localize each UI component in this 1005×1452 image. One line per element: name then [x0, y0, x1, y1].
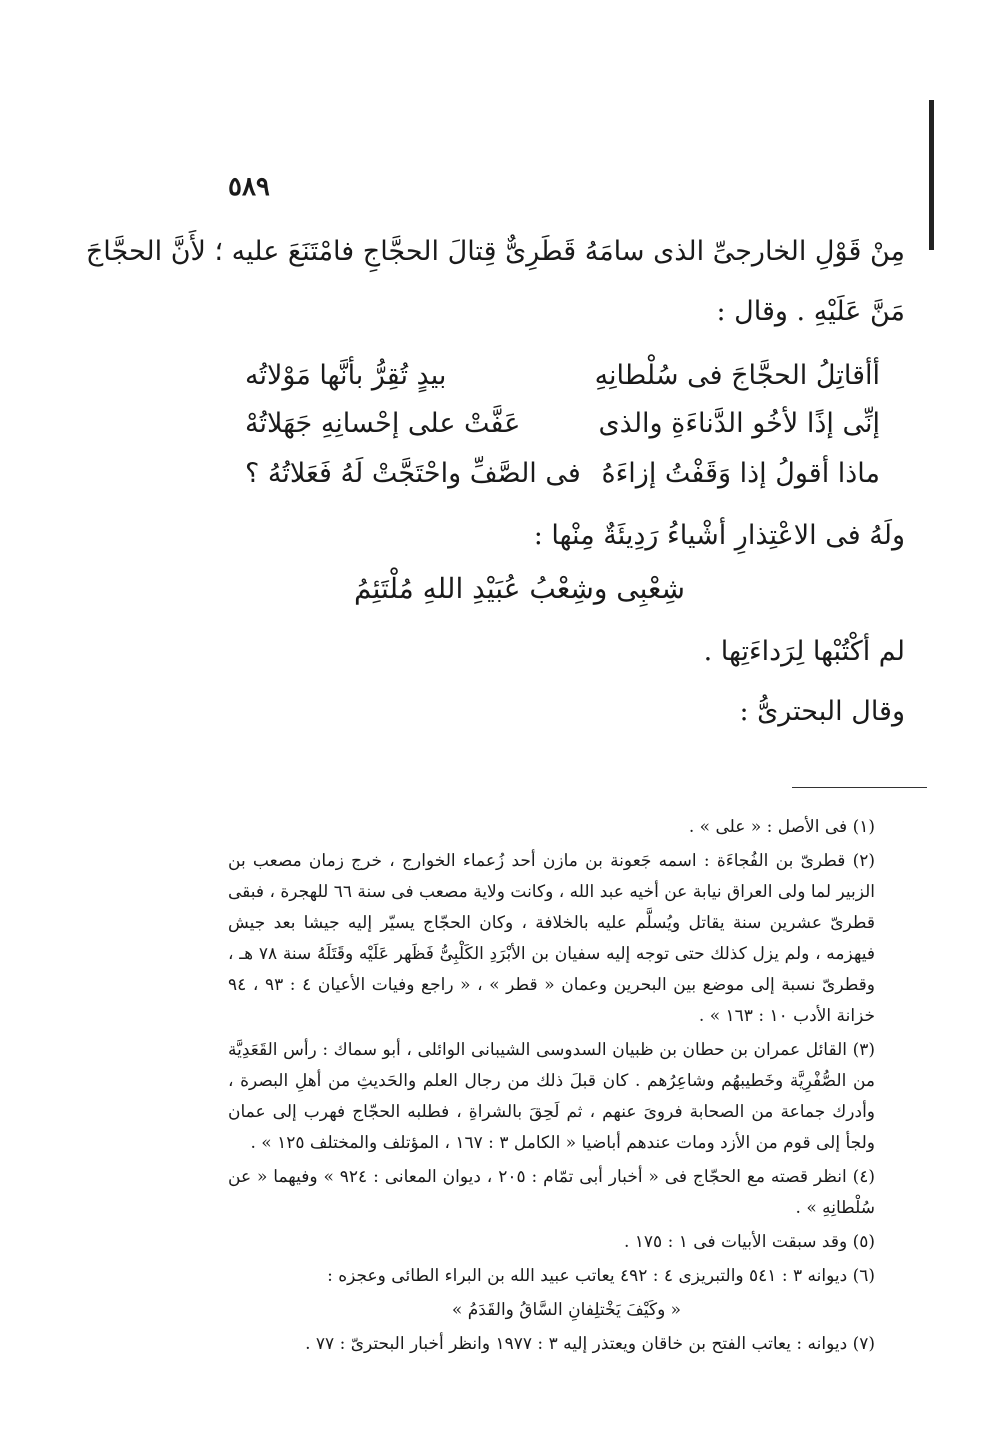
body-line-1: مِنْ قَوْلِ الخارجىِّ الذى سامَهُ قَطَرِىٌّ قِتالَ الحجَّاجِ فامْتَنَعَ عليه ؛ لأَنَّ الحجَّاجَ [85, 236, 905, 267]
footnote-4: (٤) انظر قصته مع الحجّاج فى « أخبار أبى تمّام : ٢٠٥ ، ديوان المعانى : ٩٢٤ » وفيهما « عن سُلْطانِهِ » . [228, 1167, 875, 1218]
footnote-6-verse: « وكَيْفَ يَخْتلِفانِ السَّاقُ والقَدَمُ » [451, 1300, 682, 1320]
footnote-5: (٥) وقد سبقت الأبيات فى ١ : ١٧٥ . [623, 1232, 875, 1252]
footnote-divider [792, 787, 927, 788]
verse-1-second-hemistich: بيدٍ تُقِرُّ بأنَّها مَوْلاتُه [245, 360, 447, 391]
quoted-verse: شِعْبِى وشِعْبُ عُبَيْدِ اللهِ مُلْتَئِمُ [353, 572, 685, 605]
page-number: ٥٨٩ [228, 172, 270, 202]
body-line-2: مَنَّ عَلَيْهِ . وقال : [716, 296, 905, 327]
footnote-6: (٦) ديوانه ٣ : ٥٤١ والتبريزى ٤ : ٤٩٢ يعاتب عبيد الله بن البراء الطائى وعجزه : [327, 1266, 875, 1286]
verse-3-second-hemistich: فى الصَّفِّ واحْتَجَّتْ لَهُ فَعَلاتُهُ ؟ [245, 458, 581, 489]
footnote-2: (٢) قطرىّ بن الفُجاءَة : اسمه جَعونة بن مازن أحد زُعماء الخوارج ، خرج زمان مصعب بن الزبير لما ولى العراق نيابة عن أخيه عبد الله ، وكانت ولاية مصعب فى سنة ٦٦ للهجرة ، فبقى قطرىّ عشرين سنة يقاتل ويُسلَّم عليه بالخلافة ، وكان الحجّاج يسيّر إليه جيشا بعد جيش فيهزمه ، ولم يزل كذلك حتى توجه إليه سفيان بن الأبْرَدِ الكَلْبِىُّ فَظَهر عَلَيْه وقَتَلَهُ سنة ٧٨ هـ ، وقطرىّ نسبة إلى موضع بين البحرين وعمان « قطر » ، « راجع وفيات الأعيان ٤ : ٩٣ ، ٩٤ خزانة الأدب ١٠ : ١٦٣ » . [228, 851, 876, 1026]
page-edge-shadow [929, 100, 934, 250]
body-line-4: لم أكْتُبْها لِرَداءَتِها . [703, 636, 905, 667]
body-line-5: وقال البحترىُّ : [739, 696, 905, 727]
verse-2-first-hemistich: إنِّى إذًا لأخُو الدَّناءَةِ والذى [598, 408, 880, 439]
verse-2-second-hemistich: عَفَّتْ على إحْسانِهِ جَهَلاتُهْ [245, 408, 521, 439]
verse-1-first-hemistich: أأقاتِلُ الحجَّاجَ فى سُلْطانِهِ [594, 360, 880, 391]
footnotes [228, 812, 905, 1363]
footnote-3: (٣) القائل عمران بن حطان بن ظبيان السدوسى الشيبانى الوائلى ، أبو سماك : رأس القَعَدِيَّة من الصُّفْرِيَّة وخَطيبهُم وشاعِرُهم . كان قبلَ ذلك من رجال العلم والحَديثِ من أهلِ البصرة ، وأدرك جماعة من الصحابة فروىَ عنهم ، ثم لَحِقَ بالشراةِ ، فطلبه الحجّاج فهرب إلى عمان ولجأ إلى قوم من الأزد ومات عندهم أباضيا « الكامل ٣ : ١٦٧ ، المؤتلف والمختلف ١٢٥ » . [228, 1040, 875, 1153]
verse-3-first-hemistich: ماذا أقولُ إذا وَقَفْتُ إزاءَهُ [601, 458, 880, 489]
footnote-1: (١) فى الأصل : « على » . [688, 817, 875, 837]
body-line-3: ولَهُ فى الاعْتِذارِ أشْياءُ رَدِيئَةٌ مِنْها : [533, 520, 905, 551]
footnote-7: (٧) ديوانه : يعاتب الفتح بن خاقان ويعتذر إليه ٣ : ١٩٧٧ وانظر أخبار البحترىّ : ٧٧ . [305, 1334, 875, 1354]
